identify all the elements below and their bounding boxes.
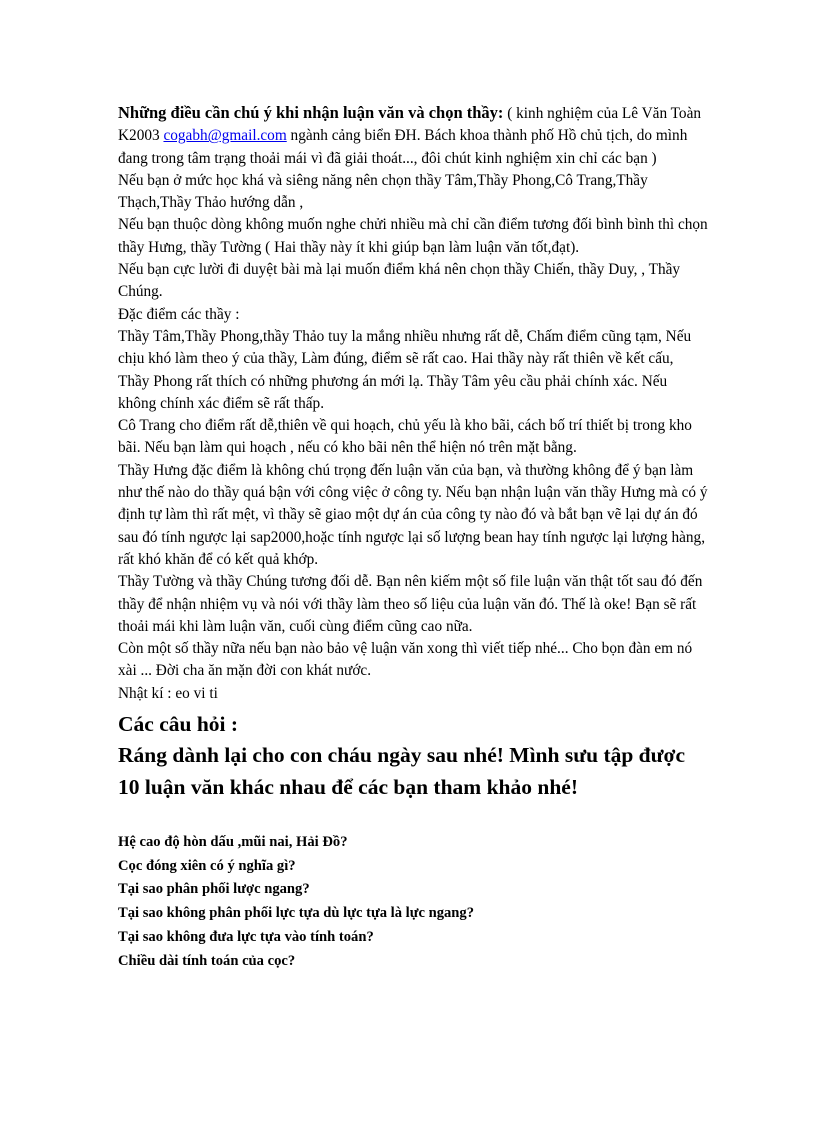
paragraph-average-students: Nếu bạn thuộc dòng không muốn nghe chửi nhiều mà chỉ cần điểm tương đối bình bình thì chọn thầy Hưng, thầy Tường ( Hai thầy này ít khi giúp bạn làm luận văn tốt,đạt). xyxy=(118,216,708,256)
paragraph-hung: Thầy Hưng đặc điểm là không chú trọng đến luận văn của bạn, và thường không để ý bạn làm như thế nào do thầy quá bận với công việc ở công ty. Nếu bạn nhận luận văn thầy Hưng mà có ý định tự làm thì rất mệt, vì thầy sẽ giao một dự án của công ty nào đó và bắt bạn vẽ lại dự án đó sau đó tính ngược lại sap2000,hoặc tính ngược lại số lượng bean hay tính ngược lại lượng hàng, rất khó khăn để có kết quả khớp. xyxy=(118,461,708,568)
questions-subheading: Ráng dành lại cho con cháu ngày sau nhé! Mình sưu tập được 10 luận văn khác nhau để các bạn tham khảo nhé! xyxy=(118,743,685,800)
questions-section xyxy=(118,709,708,803)
author-credit-after: ngành cảng biển ĐH. Bách khoa thành phố Hồ chủ tịch, do mình đang trong tâm trạng thoải mái vì đã giải thoát..., đôi chút kinh nghiệm xin chỉ các bạn ) xyxy=(118,127,688,167)
paragraph-lazy-students: Nếu bạn cực lười đi duyệt bài mà lại muốn điểm khá nên chọn thầy Chiến, thầy Duy, , Thầy Chúng. xyxy=(118,261,681,301)
question-item: Chiều dài tính toán của cọc? xyxy=(118,952,296,969)
paragraph-good-students: Nếu bạn ở mức học khá và siêng năng nên chọn thầy Tâm,Thầy Phong,Cô Trang,Thầy Thạch,Thầy Thảo hướng dẫn , xyxy=(118,171,648,212)
question-item: Tại sao không đưa lực tựa vào tính toán? xyxy=(118,928,374,945)
paragraph-tam-phong-thao: Thầy Tâm,Thầy Phong,thầy Thảo tuy la mắng nhiều nhưng rất dễ, Chấm điểm cũng tạm, Nếu chịu khó làm theo ý của thầy, Làm đúng, điểm sẽ rất cao. Hai thầy này rất thiên về kết cấu, Thầy Phong rất thích có những phương án mới lạ. Thầy Tâm yêu cầu phải chính xác. Nếu không chính xác điểm sẽ rất thấp. xyxy=(118,327,692,412)
questions-heading: Các câu hỏi : xyxy=(118,712,239,737)
body-text xyxy=(118,102,708,705)
paragraph-tuong-chung: Thầy Tường và thầy Chúng tương đối dễ. Bạn nên kiếm một số file luận văn thật tốt sau đó đến thầy để nhận nhiệm vụ và nói với thầy làm theo số liệu của luận văn đó. Thế là oke! Bạn sẽ rất thoải mái khi làm luận văn, cuối cùng điểm cũng cao nữa. xyxy=(118,573,703,635)
paragraph-trang: Cô Trang cho điểm rất dễ,thiên về qui hoạch, chủ yếu là kho bãi, cách bố trí thiết bị trong kho bãi. Nếu bạn làm qui hoạch , nếu có kho bãi nên thể hiện nó trên mặt bằng. xyxy=(118,417,692,457)
document-page xyxy=(118,102,708,973)
author-email-link[interactable]: cogabh@gmail.com xyxy=(163,127,287,145)
questions-list xyxy=(118,831,708,973)
paragraph-features-heading: Đặc điểm các thầy : xyxy=(118,305,240,323)
question-item: Tại sao phân phối lược ngang? xyxy=(118,881,310,898)
document-title: Những điều cần chú ý khi nhận luận văn và chọn thầy: xyxy=(118,103,504,122)
intro-paragraph xyxy=(118,102,708,170)
question-item: Cọc đóng xiên có ý nghĩa gì? xyxy=(118,857,296,874)
paragraph-diary: Nhật kí : eo vi ti xyxy=(118,684,218,702)
paragraph-others: Còn một số thầy nữa nếu bạn nào bảo vệ luận văn xong thì viết tiếp nhé... Cho bọn đàn em nó xài ... Đời cha ăn mặn đời con khát nước. xyxy=(118,640,693,680)
question-item: Tại sao không phân phối lực tựa dù lực tựa là lực ngang? xyxy=(118,905,475,922)
author-credit-before: ( kinh nghiệm của Lê Văn Toàn K2003 xyxy=(118,105,702,145)
question-item: Hệ cao độ hòn dấu ,mũi nai, Hải Đồ? xyxy=(118,834,348,851)
